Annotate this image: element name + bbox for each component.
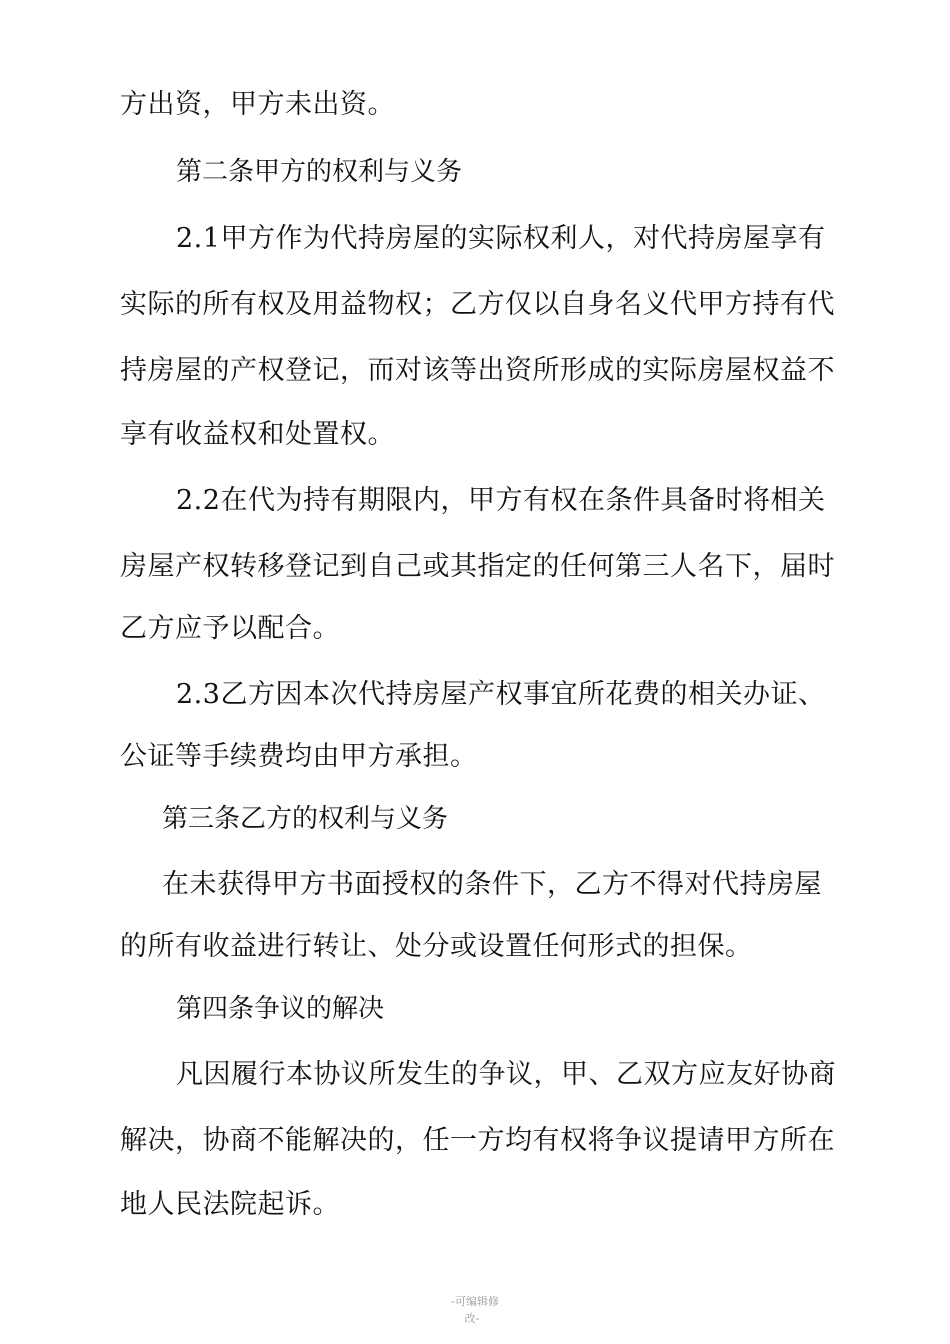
paragraph-line: 持房屋的产权登记，而对该等出资所形成的实际房屋权益不 xyxy=(120,355,835,386)
paragraph-line: 享有收益权和处置权。 xyxy=(120,419,395,450)
footer-line-1: -可编辑修 xyxy=(451,1295,499,1308)
paragraph-line: 解决，协商不能解决的，任一方均有权将争议提请甲方所在 xyxy=(120,1125,835,1156)
paragraph-line: 乙方应予以配合。 xyxy=(120,613,340,644)
section-heading-article-4: 第四条争议的解决 xyxy=(176,994,385,1024)
paragraph-line: 在未获得甲方书面授权的条件下，乙方不得对代持房屋 xyxy=(162,869,822,900)
paragraph-line: 方出资，甲方未出资。 xyxy=(120,89,395,120)
paragraph-line: 地人民法院起诉。 xyxy=(120,1189,340,1220)
paragraph-line: 房屋产权转移登记到自己或其指定的任何第三人名下，届时 xyxy=(120,551,835,582)
paragraph-line: 2.3乙方因本次代持房屋产权事宜所花费的相关办证、 xyxy=(176,679,826,710)
footer-line-2: 改- xyxy=(464,1312,480,1325)
section-heading-article-3: 第三条乙方的权利与义务 xyxy=(162,804,449,834)
paragraph-line: 凡因履行本协议所发生的争议，甲、乙双方应友好协商 xyxy=(176,1059,836,1090)
paragraph-line: 2.2在代为持有期限内，甲方有权在条件具备时将相关 xyxy=(176,485,826,516)
section-heading-article-2: 第二条甲方的权利与义务 xyxy=(176,157,463,187)
paragraph-line: 的所有收益进行转让、处分或设置任何形式的担保。 xyxy=(120,931,753,962)
paragraph-line: 公证等手续费均由甲方承担。 xyxy=(120,741,478,772)
page-footer xyxy=(0,1293,950,1327)
paragraph-line: 实际的所有权及用益物权；乙方仅以自身名义代甲方持有代 xyxy=(120,289,835,320)
paragraph-line: 2.1甲方作为代持房屋的实际权利人，对代持房屋享有 xyxy=(176,223,826,254)
